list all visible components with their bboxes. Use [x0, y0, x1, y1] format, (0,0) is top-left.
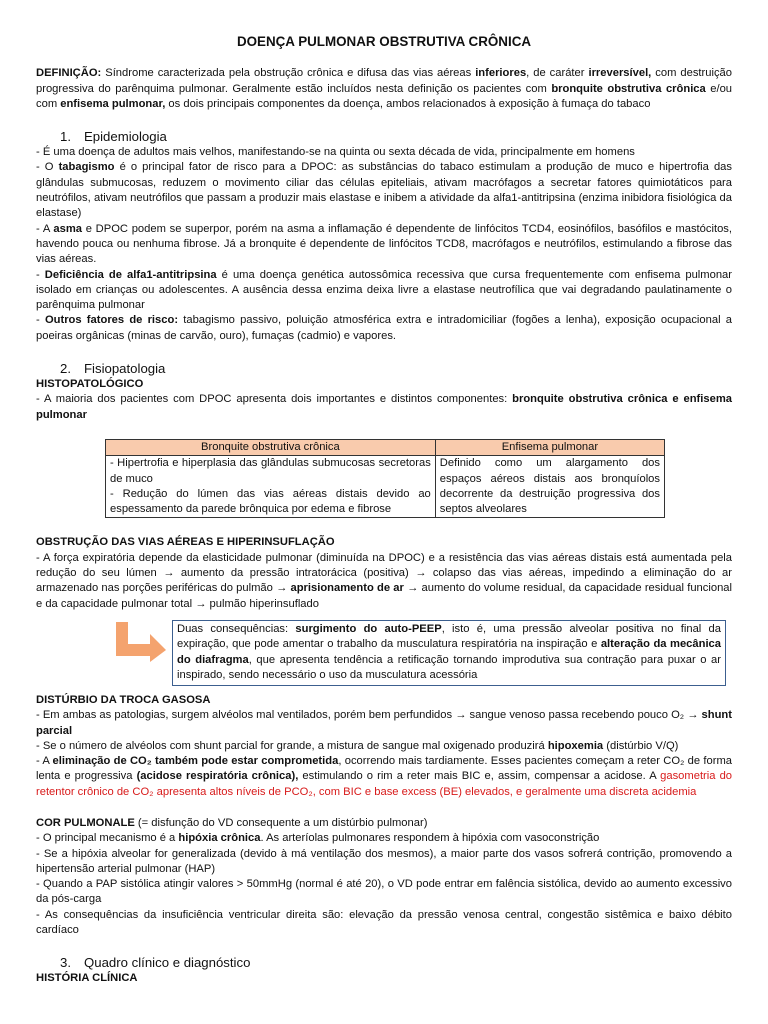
cor-paragraph: - As consequências da insuficiência ventricular direita são: elevação da pressão venosa central, congestão sistêmica e baixo débito cardíaco [36, 908, 732, 937]
page-title: DOENÇA PULMONAR OBSTRUTIVA CRÔNICA [236, 34, 532, 49]
obstrucao-paragraph [36, 551, 732, 612]
callout-text: , isto é, uma pressão alveolar positiva no final da expiração, que pode amentar o trabalho da musculatura respiratória na inspiração e [177, 622, 721, 651]
table-cell-line: - Hipertrofia e hiperplasia das glândulas submucosas secretoras de muco [110, 457, 431, 485]
callout-bold: alteração da mecânica do diafragma [177, 638, 721, 666]
cor-text: . As arteríolas pulmonares respondem à hipóxia com vasoconstrição [260, 832, 600, 845]
section-number: 2. [60, 361, 71, 377]
table-row [106, 456, 665, 518]
cor-pulmonale-title: COR PULMONALE [36, 816, 135, 829]
gasometria-highlight: gasometria do retentor crônico de CO₂ apresenta altos níveis de PCO₂, com BIC e base excess (BE) elevados, e geralmente uma discreta acidemia [36, 770, 733, 798]
comparison-table [105, 439, 665, 518]
epi-text: - O [36, 161, 59, 174]
table-header-row [106, 439, 665, 455]
troca-text: (distúrbio V/Q) [603, 739, 679, 752]
obstrucao-text: → aumento do volume residual, da capacidade residual funcional e da capacidade pulmonar total → pulmão hiperinsuflado [36, 582, 732, 610]
table-cell-line: - Redução do lúmen das vias aéreas distais devido ao espessamento da parede brônquica por edema e fibrose [110, 487, 431, 516]
section-label: Fisiopatologia [84, 361, 166, 377]
cor-pulmonale-heading [36, 816, 732, 831]
troca-bold: shunt parcial [36, 709, 732, 737]
troca-paragraph [36, 708, 732, 739]
definition-bold: inferiores [475, 67, 527, 80]
callout-text: Duas consequências: [177, 622, 296, 635]
epi-bold: tabagismo [58, 161, 115, 174]
troca-bold: (acidose respiratória crônica), [136, 770, 299, 783]
epi-paragraph [36, 222, 732, 268]
subheading-histopatologico: HISTOPATOLÓGICO [36, 378, 144, 391]
consequences-block [36, 620, 732, 684]
histo-bold: bronquite obstrutiva crônica e enfisema pulmonar [36, 393, 732, 421]
table-header-bronquite: Bronquite obstrutiva crônica [106, 439, 436, 455]
section-heading-fisiopatologia [36, 360, 732, 377]
subheading-obstrucao: OBSTRUÇÃO DAS VIAS AÉREAS E HIPERINSUFLAÇÃO [36, 536, 335, 549]
epi-paragraph [36, 268, 732, 314]
troca-text: - Se o número de alvéolos com shunt parcial for grande, a mistura de sangue mal oxigenado produzirá [36, 739, 548, 752]
definition-bold: enfisema pulmonar, [60, 97, 166, 110]
epi-bold: Outros fatores de risco: [44, 314, 179, 327]
troca-text: , ocorrendo mais tardiamente. Esses pacientes começam a reter CO₂ de forma lenta e progressiva [36, 755, 732, 783]
troca-paragraph [36, 754, 732, 800]
epi-paragraph: - É uma doença de adultos mais velhos, manifestando-se na quinta ou sexta década de vida, principalmente em homens [36, 146, 635, 159]
obstrucao-text: - A força expiratória depende da elasticidade pulmonar (diminuída na DPOC) e a resistência das vias aéreas distais está aumentada pela redução do seu lúmen → aumento da pressão intratorácica (positiva) → colapso das vias aéreas, impedindo a eliminação do ar armazenado nas porções periféricas do pulmão → [36, 551, 732, 595]
definition-bold: irreversível, [588, 67, 652, 80]
definition-paragraph [36, 66, 732, 112]
subheading-troca-gasosa: DISTÚRBIO DA TROCA GASOSA [36, 693, 211, 706]
epi-text: - A [36, 222, 54, 235]
definition-text: Síndrome caracterizada pela obstrução crônica e difusa das vias aéreas [101, 67, 476, 80]
epi-text: e DPOC podem se superpor, porém na asma a inflamação é dependente de linfócitos TCD4, eosinófilos, basófilos e mastócitos, havendo pouca ou nenhuma fibrose. Já a bronquite é dependente de linfócitos TCD8, macrófagos e neutrófilos, estimulando a fibrose das vias aéreas. [36, 222, 732, 266]
definition-text: e/ou com [36, 82, 733, 110]
definition-label: DEFINIÇÃO: [36, 67, 102, 80]
table-cell-bronquite [106, 456, 436, 518]
obstrucao-bold: aprisionamento de ar [290, 582, 404, 595]
definition-text: com destruição progressiva do parênquima pulmonar. Geralmente estão incluídos nesta definição os pacientes com [36, 67, 732, 95]
troca-text: estimulando o rim a reter mais BIC e, assim, compensar a acidose. A [298, 770, 661, 783]
section-label: Epidemiologia [84, 129, 167, 145]
callout-bold: surgimento do auto-PEEP [295, 622, 442, 635]
epi-paragraph [36, 160, 732, 221]
subheading-historia-clinica: HISTÓRIA CLÍNICA [36, 972, 138, 985]
troca-text: - Em ambas as patologias, surgem alvéolos mal ventilados, porém bem perfundidos → sangue venoso passa recebendo pouco O₂ → [36, 709, 702, 722]
troca-paragraph [36, 739, 732, 754]
table-cell-enfisema: Definido como um alargamento dos espaços aéreos distais aos bronquíolos decorrente da destruição progressiva dos septos alveolares [435, 456, 664, 518]
cor-paragraph [36, 831, 732, 846]
consequences-callout [172, 620, 726, 686]
epi-bold: Deficiência de alfa1-antitripsina [44, 268, 217, 281]
definition-text: os dois principais componentes da doença, ambos relacionados à exposição à fumaça do tabaco [165, 97, 651, 110]
cor-text: - O principal mecanismo é a [36, 832, 179, 845]
section-number: 3. [60, 955, 71, 971]
troca-text: - A [36, 755, 53, 768]
epi-text: é o principal fator de risco para a DPOC: as substâncias do tabaco estimulam a produção de muco e hipertrofia das glândulas submucosas, reduzem o movimento ciliar das células epiteliais, ativam macrófagos a secretar fatores quimiotáticos para neutrófilos, ativam neutrófilos que passam a produzir mais elastase e inibem a atividade da alfa1-antitripsina (enzima inibidora fisiológica da elastase) [36, 161, 732, 220]
section-label: Quadro clínico e diagnóstico [84, 955, 251, 971]
histo-text: - A maioria dos pacientes com DPOC apresenta dois importantes e distintos componentes: [36, 393, 513, 406]
epi-text: é uma doença genética autossômica recessiva que cursa frequentemente com enfisema pulmonar isolado em crianças ou adolescentes. A ausência dessa enzima deixa livre a elastase neutrofílica que vai degradando paulatinamente o parênquima pulmonar [36, 268, 732, 312]
table-header-enfisema: Enfisema pulmonar [435, 439, 664, 455]
bent-arrow-icon [112, 622, 168, 662]
troca-bold: eliminação de CO₂ também pode estar comprometida [52, 755, 339, 768]
histo-paragraph [36, 392, 732, 423]
section-heading-epidemiologia [36, 128, 732, 145]
section-number: 1. [60, 129, 71, 145]
cor-pulmonale-subtitle: (= disfunção do VD consequente a um distúrbio pulmonar) [134, 816, 428, 829]
document-page [36, 34, 732, 987]
epi-text: - [36, 314, 45, 327]
callout-text: , que apresenta tendência a retificação tornando improdutiva sua contração para puxar o ar inspirado, sendo necessário o uso da musculatura acessória [177, 653, 721, 681]
section-heading-quadro-clinico [36, 954, 732, 971]
troca-bold: hipoxemia [547, 739, 604, 752]
epi-bold: asma [53, 222, 83, 235]
definition-bold: bronquite obstrutiva crônica [551, 82, 706, 95]
epi-text: - [36, 268, 45, 281]
cor-paragraph: - Quando a PAP sistólica atingir valores > 50mmHg (normal é até 20), o VD pode entrar em falência sistólica, devido ao aumento excessivo da pós-carga [36, 878, 732, 906]
epi-text: tabagismo passivo, poluição atmosférica extra e intradomiciliar (fogões a lenha), exposição ocupacional a poeiras orgânicas (minas de carvão, ouro), fumaças (cadmio) e vapores. [36, 314, 732, 342]
cor-paragraph: - Se a hipóxia alveolar for generalizada (devido à má ventilação dos mesmos), a maior parte dos vasos sofrerá contrição, promovendo a hipertensão arterial pulmonar (HAP) [36, 847, 732, 875]
definition-text: , de caráter [526, 67, 589, 80]
epi-paragraph [36, 313, 732, 344]
cor-bold: hipóxia crônica [178, 832, 261, 845]
